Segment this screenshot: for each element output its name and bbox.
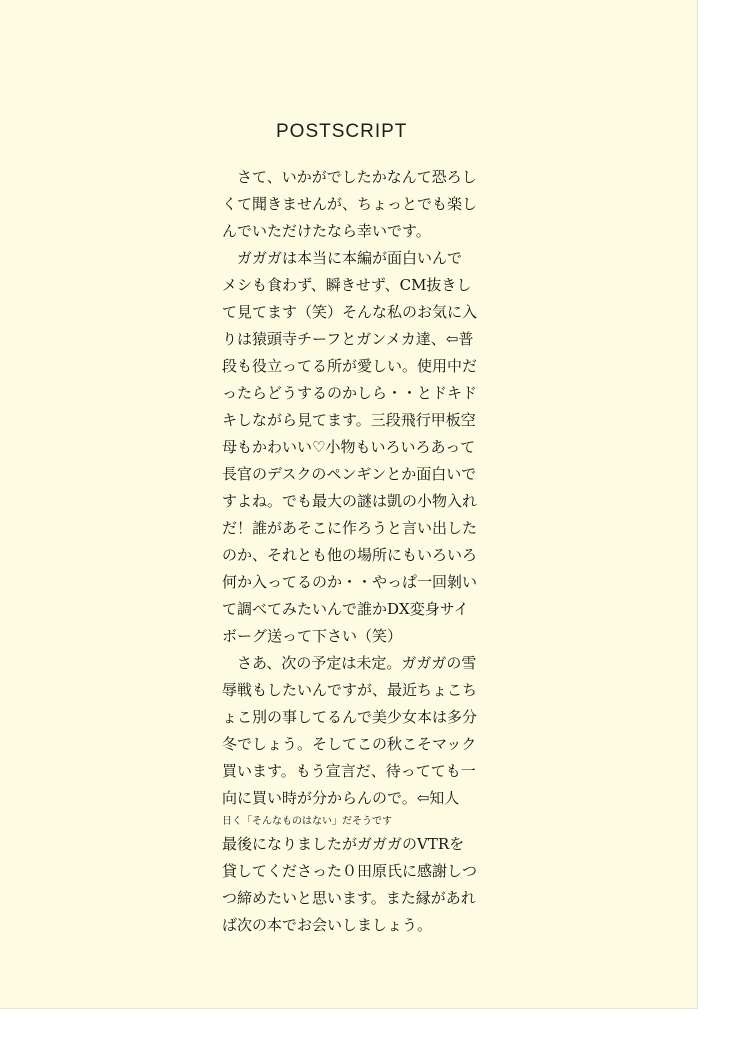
text-line: さて、いかがでしたかなんて恐ろし <box>222 168 477 186</box>
text-line: ょこ別の事してるんで美少女本は多分 <box>222 708 478 726</box>
text-line: のか、それとも他の場所にもいろいろ <box>222 546 478 564</box>
text-line: 買います。もう宣言だ、待ってても一 <box>222 762 476 780</box>
text-line: くて聞きませんが、ちょっとでも楽し <box>222 195 478 213</box>
text-line: りは猿頭寺チーフとガンメカ達、⇦普 <box>222 330 474 348</box>
page-title: POSTSCRIPT <box>276 121 408 142</box>
text-line: ボーグ送って下さい（笑） <box>222 627 403 645</box>
text-line: キしながら見てます。三段飛行甲板空 <box>222 411 476 429</box>
text-line: メシも食わず、瞬きせず、CM抜きし <box>222 276 472 294</box>
text-line: 冬でしょう。そしてこの秋こそマック <box>222 735 477 753</box>
text-line: さあ、次の予定は未定。ガガガの雪 <box>222 654 477 672</box>
body-text <box>222 164 522 939</box>
text-line: ば次の本でお会いしましょう。 <box>222 916 433 934</box>
text-line: だ！誰があそこに作ろうと言い出した <box>222 519 478 537</box>
text-line: 向に買い時が分からんので。⇦知人 <box>222 789 460 807</box>
text-line: て見てます（笑）そんな私のお気に入 <box>222 303 478 321</box>
text-line: 段も役立ってる所が愛しい。使用中だ <box>222 357 478 375</box>
text-line: 最後になりましたがガガガのVTRを <box>222 835 465 853</box>
text-line: ガガガは本当に本編が面白いんで <box>222 249 463 267</box>
text-line: ったらどうするのかしら・・とドキド <box>222 384 478 402</box>
text-line: つ締めたいと思います。また縁があれ <box>222 889 476 907</box>
text-line: て調べてみたいんで誰かDX変身サイ <box>222 600 469 618</box>
small-note: 日く「そんなものはない」だそうです <box>222 816 392 827</box>
text-line: 辱戦もしたいんですが、最近ちょこち <box>222 681 478 699</box>
text-line: 貸してくださった０田原氏に感謝しつ <box>222 862 478 880</box>
text-line: すよね。でも最大の謎は凱の小物入れ <box>222 492 478 510</box>
text-line: 長官のデスクのペンギンとか面白いで <box>222 465 477 483</box>
text-line: 何か入ってるのか・・やっぱ一回剝い <box>222 573 478 591</box>
text-line: 母もかわいい♡小物もいろいろあって <box>222 438 476 456</box>
text-line: んでいただけたなら幸いです。 <box>222 222 431 240</box>
